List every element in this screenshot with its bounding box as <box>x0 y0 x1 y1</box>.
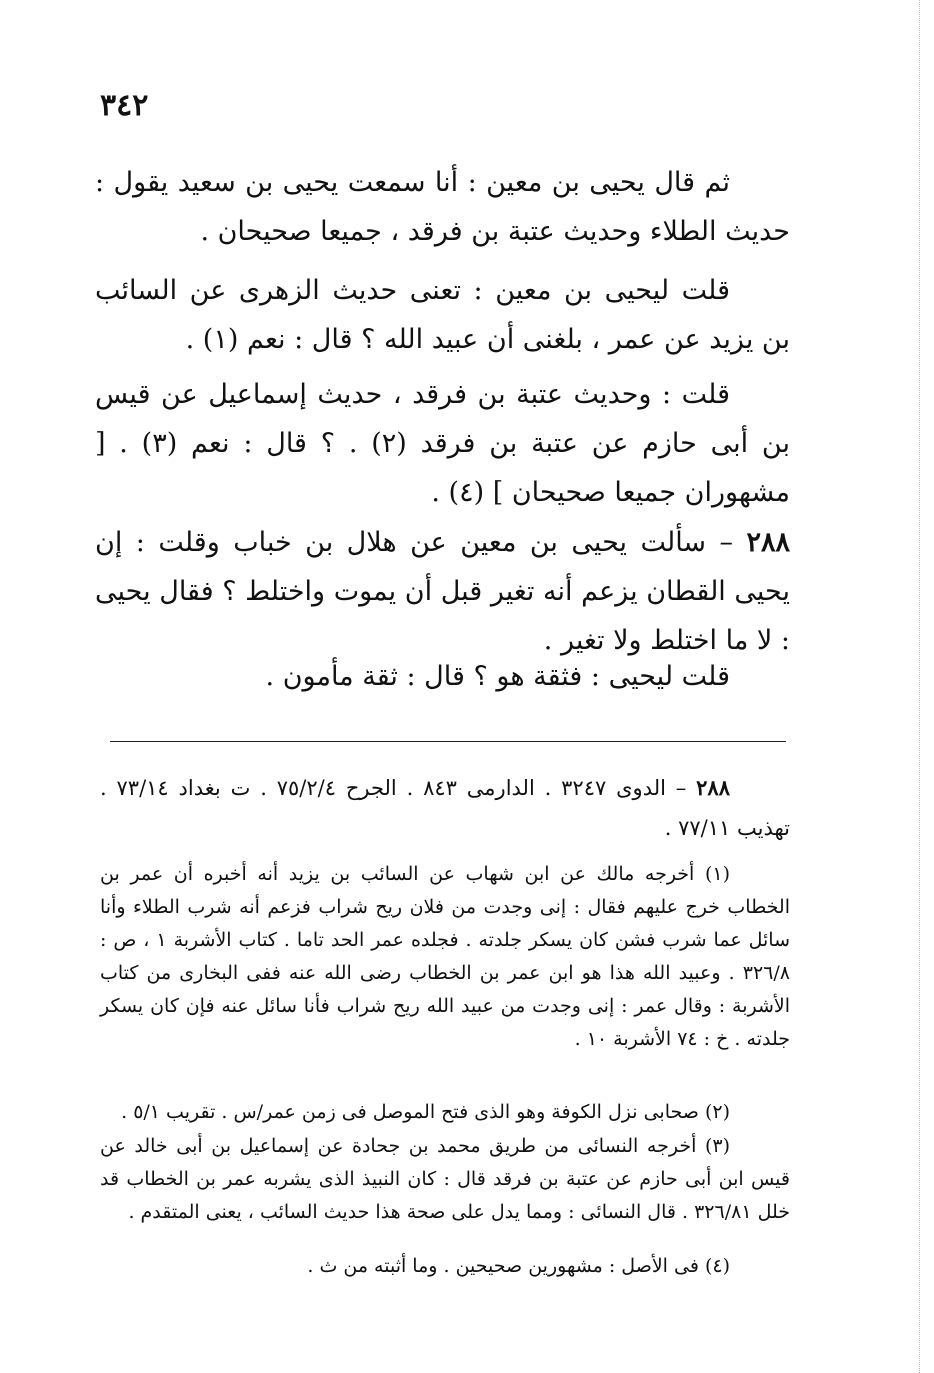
footnote-entry-text: – الدوى ٣٢٤٧ . الدارمى ٨٤٣ . الجرح ٧٥/٢/٤ . ت بغداد ٧٣/١٤ . تهذيب ٧٧/١١ . <box>100 776 790 840</box>
paragraph-288 <box>95 518 790 665</box>
footnote-2 <box>100 1096 790 1129</box>
paragraph-288-body <box>95 518 790 665</box>
scan-edge <box>919 0 920 1373</box>
footnote-3-text: (٣) أخرجه النسائى من طريق محمد بن جحادة عن إسماعيل بن أبى خالد عن قيس ابن أبى حازم عن عتبة بن فرقد قال : كان النبيذ الذى يشربه عمر بن الخطاب قد خلل ٣٢٦/٨١ . قال النسائى : ومما يدل على صحة هذا حديث السائب ، يعنى المتقدم . <box>100 1135 790 1223</box>
entry-number: ٢٨٨ <box>746 527 790 558</box>
footnote-1-text: (١) أخرجه مالك عن ابن شهاب عن السائب بن يزيد أنه أخبره أن عمر بن الخطاب خرج عليهم فقال : إنى وجدت من فلان ريح شراب فزعم أنه شرب الطلاء وأنا سائل عما شرب فشن كان يسكر جلدته . فجلده عمر الحد تاما . كتاب الأشربة ١ ، ص : ٣٢٦/٨ . وعبيد الله هذا هو ابن عمر بن الخطاب رضى الله عنه ففى البخارى من كتاب الأشربة : وقال عمر : إنى وجدت من عبيد الله ريح شراب فأنا سائل عنه فإن كان يسكر جلدته . خ : ٧٤ الأشربة ١٠ . <box>100 863 791 1050</box>
paragraph-2-text: قلت ليحيى بن معين : تعنى حديث الزهرى عن السائب بن يزيد عن عمر ، بلغنى أن عبيد الله ؟ قال : نعم (١) . <box>95 275 790 355</box>
footnote-3 <box>100 1130 790 1229</box>
footnote-2-text: (٢) صحابى نزل الكوفة وهو الذى فتح الموصل فى زمن عمر/س . تقريب ٥/١ . <box>121 1101 730 1123</box>
footnote-entry-288-body <box>100 768 790 848</box>
footnote-4 <box>100 1250 790 1283</box>
paragraph-2 <box>95 266 790 364</box>
footnote-divider <box>110 741 786 742</box>
paragraph-3 <box>95 370 790 517</box>
page-number: ٣٤٢ <box>100 88 149 123</box>
footnote-entry-number: ٢٨٨ <box>696 775 730 800</box>
paragraph-288-text: – سألت يحيى بن معين عن هلال بن خباب وقلت : إن يحيى القطان يزعم أنه تغير قبل أن يموت واختلط ؟ فقال يحيى : لا ما اختلط ولا تغير . <box>95 527 790 656</box>
paragraph-5 <box>95 652 790 701</box>
paragraph-1 <box>95 158 790 256</box>
paragraph-3-text: قلت : وحديث عتبة بن فرقد ، حديث إسماعيل عن قيس بن أبى حازم عن عتبة بن فرقد (٢) . ؟ قال : نعم (٣) . [ مشهوران جميعا صحيحان ] (٤) . <box>95 379 790 508</box>
footnote-4-text: (٤) فى الأصل : مشهورين صحيحين . وما أثبته من ث . <box>307 1255 730 1277</box>
footnote-entry-288 <box>100 768 790 848</box>
footnote-1 <box>100 858 790 1056</box>
paragraph-1-text: ثم قال يحيى بن معين : أنا سمعت يحيى بن سعيد يقول : حديث الطلاء وحديث عتبة بن فرقد ، جميعا صحيحان . <box>95 167 790 247</box>
paragraph-5-text: قلت ليحيى : فثقة هو ؟ قال : ثقة مأمون . <box>265 661 730 692</box>
